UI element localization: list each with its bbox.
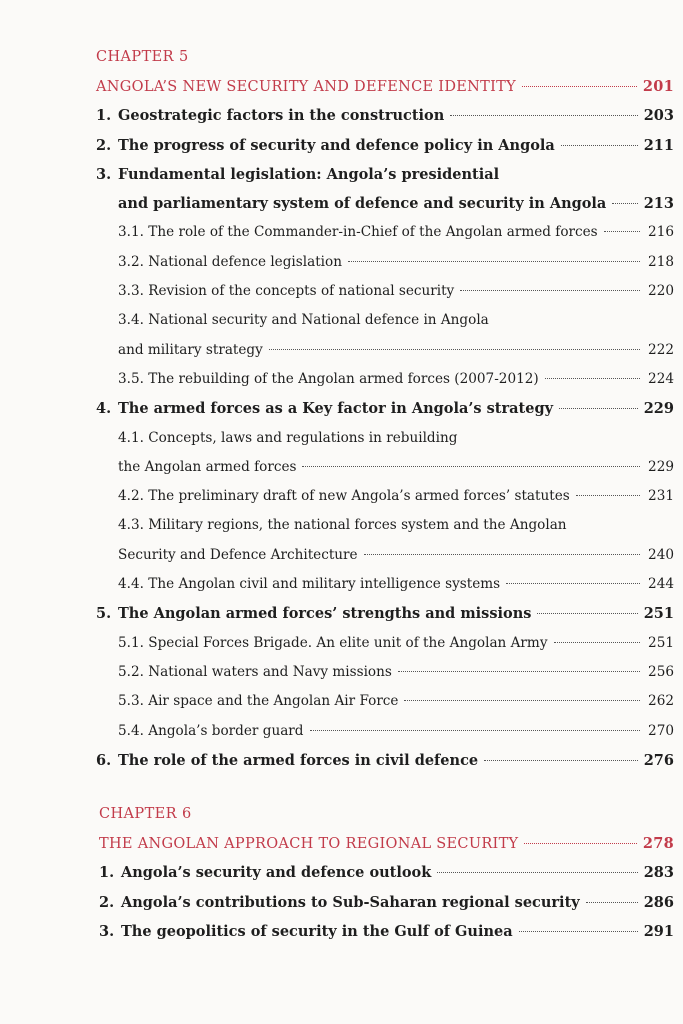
- toc-entry-3[interactable]: [99, 917, 674, 946]
- toc-subentry-5-1[interactable]: [96, 629, 674, 658]
- entry-title: 5.2. National waters and Navy missions: [118, 663, 392, 680]
- entry-title: The role of the armed forces in civil defence: [118, 751, 479, 769]
- chapter-5-section: [96, 43, 674, 775]
- entry-title: The Angolan armed forces’ strengths and missions: [118, 605, 532, 623]
- dot-leader: [612, 203, 637, 204]
- toc-entry-1[interactable]: [99, 858, 674, 887]
- toc-subentry-5-3[interactable]: [96, 687, 674, 716]
- entry-title: 5.1. Special Forces Brigade. An elite unit of the Angolan Army: [118, 634, 548, 651]
- entry-number: 2.: [96, 136, 112, 154]
- entry-title: 5.3. Air space and the Angolan Air Force: [118, 693, 399, 710]
- dot-leader: [554, 642, 640, 643]
- toc-entry-2[interactable]: [96, 131, 674, 160]
- page-number: 278: [642, 835, 674, 852]
- entry-title: 4.4. The Angolan civil and military intelligence systems: [118, 576, 501, 593]
- page-number: 229: [643, 400, 674, 418]
- dot-leader: [576, 495, 640, 496]
- dot-leader: [561, 145, 638, 146]
- toc-subentry-4-1[interactable]: [96, 453, 674, 482]
- entry-title: and military strategy: [118, 341, 263, 358]
- toc-subentry-4-2[interactable]: [96, 482, 674, 511]
- chapter-6-section: [99, 800, 674, 946]
- entry-number: 3.: [96, 165, 112, 183]
- dot-leader: [545, 378, 640, 379]
- page-number: 213: [643, 195, 674, 213]
- entry-title: 4.1. Concepts, laws and regulations in rebuilding: [118, 429, 458, 446]
- entry-title: The geopolitics of security in the Gulf of Guinea: [121, 922, 513, 940]
- entry-title: 3.2. National defence legislation: [118, 253, 342, 270]
- toc-subentry-3-4[interactable]: [96, 336, 674, 365]
- entry-title: 3.3. Revision of the concepts of national security: [118, 283, 455, 300]
- dot-leader: [506, 583, 640, 584]
- page-number: 229: [648, 458, 674, 475]
- page-number: 224: [648, 370, 674, 387]
- entry-title: The progress of security and defence policy in Angola: [118, 136, 555, 154]
- entry-title: Geostrategic factors in the construction: [118, 107, 445, 125]
- entry-title: 3.1. The role of the Commander-in-Chief of the Angolan armed forces: [118, 224, 598, 241]
- toc-subentry-3-4-line1[interactable]: [96, 306, 674, 335]
- entry-number: 5.: [96, 605, 112, 623]
- toc-subentry-4-1-line1[interactable]: [96, 424, 674, 453]
- page-number: 220: [648, 283, 674, 300]
- chapter-title: THE ANGOLAN APPROACH TO REGIONAL SECURITY: [99, 836, 519, 852]
- entry-title: 4.2. The preliminary draft of new Angola’s armed forces’ statutes: [118, 488, 570, 505]
- entry-number: 1.: [96, 107, 112, 125]
- toc-entry-3-line1[interactable]: [96, 160, 674, 189]
- page-number: 291: [643, 922, 674, 940]
- dot-leader: [559, 408, 638, 409]
- toc-entry-4[interactable]: [96, 394, 674, 423]
- toc-entry-1[interactable]: [96, 101, 674, 130]
- page-number: 216: [648, 224, 674, 241]
- entry-title: 3.4. National security and National defence in Angola: [118, 312, 489, 329]
- chapter-title: ANGOLA’S NEW SECURITY AND DEFENCE IDENTITY: [96, 79, 516, 95]
- entry-number: 4.: [96, 400, 112, 418]
- dot-leader: [348, 261, 640, 262]
- toc-subentry-4-4[interactable]: [96, 570, 674, 599]
- entry-title: and parliamentary system of defence and security in Angola: [118, 195, 607, 213]
- toc-entry-3[interactable]: [96, 189, 674, 218]
- dot-leader: [519, 931, 638, 932]
- toc-subentry-3-5[interactable]: [96, 365, 674, 394]
- toc-subentry-5-2[interactable]: [96, 658, 674, 687]
- page-number: 283: [643, 864, 674, 882]
- page-number: 262: [648, 693, 674, 710]
- page-number: 211: [643, 136, 674, 154]
- entry-title: 3.5. The rebuilding of the Angolan armed forces (2007-2012): [118, 370, 539, 387]
- dot-leader: [586, 902, 638, 903]
- entry-title: Angola’s security and defence outlook: [121, 864, 432, 882]
- page-number: 222: [648, 341, 674, 358]
- dot-leader: [404, 700, 640, 701]
- toc-entry-5[interactable]: [96, 599, 674, 628]
- toc-entry-6[interactable]: [96, 746, 674, 775]
- toc-subentry-4-3[interactable]: [96, 541, 674, 570]
- page-number: 270: [648, 722, 674, 739]
- dot-leader: [310, 730, 640, 731]
- toc-entry-2[interactable]: [99, 888, 674, 917]
- dot-leader: [450, 115, 637, 116]
- page-number: 218: [648, 253, 674, 270]
- dot-leader: [537, 613, 637, 614]
- entry-number: 2.: [99, 893, 115, 911]
- dot-leader: [437, 872, 637, 873]
- toc-subentry-5-4[interactable]: [96, 717, 674, 746]
- entry-title: Angola’s contributions to Sub-Saharan regional security: [121, 893, 580, 911]
- dot-leader: [364, 554, 640, 555]
- dot-leader: [302, 466, 640, 467]
- chapter-title-row[interactable]: [96, 72, 674, 101]
- page-number: 276: [643, 751, 674, 769]
- chapter-label: CHAPTER 5: [96, 49, 189, 65]
- chapter-label: CHAPTER 6: [99, 806, 192, 822]
- toc-subentry-3-1[interactable]: [96, 218, 674, 247]
- page-number: 244: [648, 576, 674, 593]
- page-number: 231: [648, 488, 674, 505]
- entry-title: Security and Defence Architecture: [118, 546, 358, 563]
- dot-leader: [484, 760, 638, 761]
- dot-leader: [522, 86, 637, 87]
- dot-leader: [269, 349, 640, 350]
- entry-title: The armed forces as a Key factor in Angola’s strategy: [118, 400, 554, 418]
- chapter-title-row[interactable]: [99, 829, 674, 858]
- page-number: 240: [648, 546, 674, 563]
- entry-number: 3.: [99, 922, 115, 940]
- page-number: 201: [642, 78, 674, 95]
- entry-number: 6.: [96, 751, 112, 769]
- toc-subentry-3-2[interactable]: [96, 248, 674, 277]
- dot-leader: [460, 290, 640, 291]
- page-number: 251: [643, 605, 674, 623]
- page-number: 256: [648, 663, 674, 680]
- page-number: 203: [643, 107, 674, 125]
- entry-title: 4.3. Military regions, the national forces system and the Angolan: [118, 517, 567, 534]
- page-number: 286: [643, 893, 674, 911]
- entry-title: Fundamental legislation: Angola’s presidential: [118, 165, 500, 183]
- toc-subentry-4-3-line1[interactable]: [96, 511, 674, 540]
- entry-title: 5.4. Angola’s border guard: [118, 722, 304, 739]
- entry-number: 1.: [99, 864, 115, 882]
- page-number: 251: [648, 634, 674, 651]
- dot-leader: [398, 671, 640, 672]
- entry-title: the Angolan armed forces: [118, 458, 297, 475]
- toc-subentry-3-3[interactable]: [96, 277, 674, 306]
- dot-leader: [604, 231, 640, 232]
- dot-leader: [524, 843, 636, 844]
